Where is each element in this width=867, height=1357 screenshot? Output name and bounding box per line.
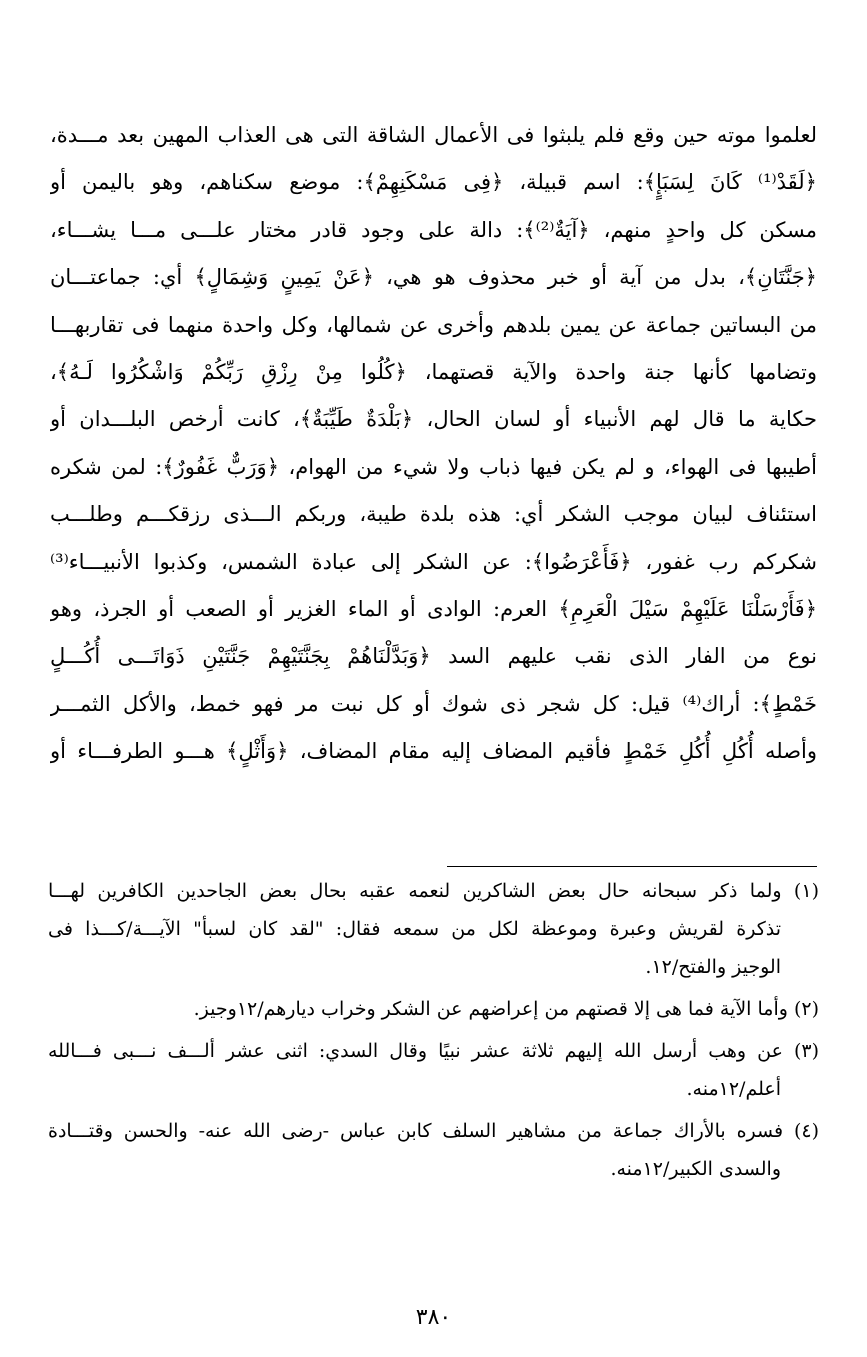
- footnote-4: [48, 1112, 819, 1188]
- footnote-line: (٣) عن وهب أرسل الله إليهم ثلاثة عشر نبيًا وقال السدي: اثنى عشر ألـــف نـــبى فـــالله: [48, 1040, 819, 1062]
- text-line: حكاية ما قال لهم الأنبياء أو لسان الحال، ﴿بَلْدَةٌ طَيِّبَةٌ﴾، كانت أرخص البلـــدان أو: [50, 407, 817, 432]
- text-line: ﴿جَنَّتَانِ﴾، بدل من آية أو خبر محذوف هو هي، ﴿عَنْ يَمِينٍ وَشِمَالٍ﴾ أي: جماعتـــان: [50, 265, 817, 290]
- text-line: شكركم رب غفور، ﴿فَأَعْرَضُوا﴾: عن الشكر إلى عبادة الشمس، وكذبوا الأنبيـــاء⁽³⁾: [50, 549, 817, 574]
- footnote-line: (٤) فسره بالأراك جماعة من مشاهير السلف كابن عباس -رضى الله عنه- والحسن وقتـــادة: [48, 1120, 819, 1142]
- footnote-2: [48, 990, 819, 1028]
- footnote-line: أعلم/١٢منه.: [686, 1078, 781, 1100]
- text-line: مسكن كل واحدٍ منهم، ﴿آيَةٌ⁽²⁾﴾: دالة على وجود قادر مختار علـــى مـــا يشـــاء،: [50, 217, 817, 242]
- footnote-divider: [447, 866, 817, 867]
- text-line: نوع من الفار الذى نقب عليهم السد ﴿وَبَدَّلْنَاهُمْ بِجَنَّتَيْهِمْ جَنَّتَيْنِ ذَوَاتَـــى أُكُـــلٍ: [50, 644, 817, 669]
- footnotes: [48, 868, 819, 1188]
- footnote-1: [48, 872, 819, 986]
- text-line: من البساتين جماعة عن يمين بلدهم وأخرى عن شمالها، وكل واحدة منهما فى تقاربهـــا: [50, 312, 817, 337]
- main-text: [50, 112, 817, 776]
- text-line: أطيبها فى الهواء، و لم يكن فيها ذباب ولا شيء من الهوام، ﴿وَرَبٌّ غَفُورٌ﴾: لمن شكره: [50, 454, 817, 479]
- text-line: خَمْطٍ﴾: أراك⁽⁴⁾ قيل: كل شجر ذى شوك أو كل نبت مر فهو خمط، والأكل الثمـــر: [50, 691, 817, 716]
- footnote-line: (٢) وأما الآية فما هى إلا قصتهم من إعراضهم عن الشكر وخراب ديارهم/١٢وجيز.: [193, 998, 819, 1020]
- text-line: لعلموا موته حين وقع فلم يلبثوا فى الأعمال الشاقة التى هى العذاب المهين بعد مـــدة،: [50, 123, 817, 147]
- text-line: وأصله أُكُلِ أُكُلِ خَمْطٍ فأقيم المضاف إليه مقام المضاف، ﴿وَأَثْلٍ﴾ هـــو الطرفـــاء أو: [50, 739, 817, 764]
- text-line: ﴿لَقَدْ⁽¹⁾ كَانَ لِسَبَإٍ﴾: اسم قبيلة، ﴿فِى مَسْكَنِهِمْ﴾: موضع سكناهم، وهو باليمن أو: [50, 170, 817, 195]
- text-line: ﴿فَأَرْسَلْنَا عَلَيْهِمْ سَيْلَ الْعَرِمِ﴾ العرم: الوادى أو الماء الغزير أو الصعب أو الجرذ، وهو: [50, 597, 817, 622]
- footnote-line: الوجيز والفتح/١٢.: [645, 956, 781, 978]
- page-number: ٣٨٠: [415, 1305, 452, 1330]
- text-line: وتضامها كأنها جنة واحدة والآية قصتهما، ﴿كُلُوا مِنْ رِزْقِ رَبِّكُمْ وَاشْكُرُوا لَـهُ﴾،: [50, 360, 817, 385]
- footnote-line: تذكرة لقريش وعبرة وموعظة لكل من سمعه فقال: "لقد كان لسبأ" الآيـــة/كـــذا فى: [48, 918, 781, 940]
- footnote-line: (١) ولما ذكر سبحانه حال بعض الشاكرين لنعمه عقبه بحال بعض الجاحدين الكافرين لهـــا: [48, 880, 819, 902]
- text-line: استئناف لبيان موجب الشكر أي: هذه بلدة طيبة، وربكم الـــذى رزقكـــم وطلـــب: [50, 502, 817, 527]
- footnote-3: [48, 1032, 819, 1108]
- footnote-line: والسدى الكبير/١٢منه.: [610, 1158, 781, 1180]
